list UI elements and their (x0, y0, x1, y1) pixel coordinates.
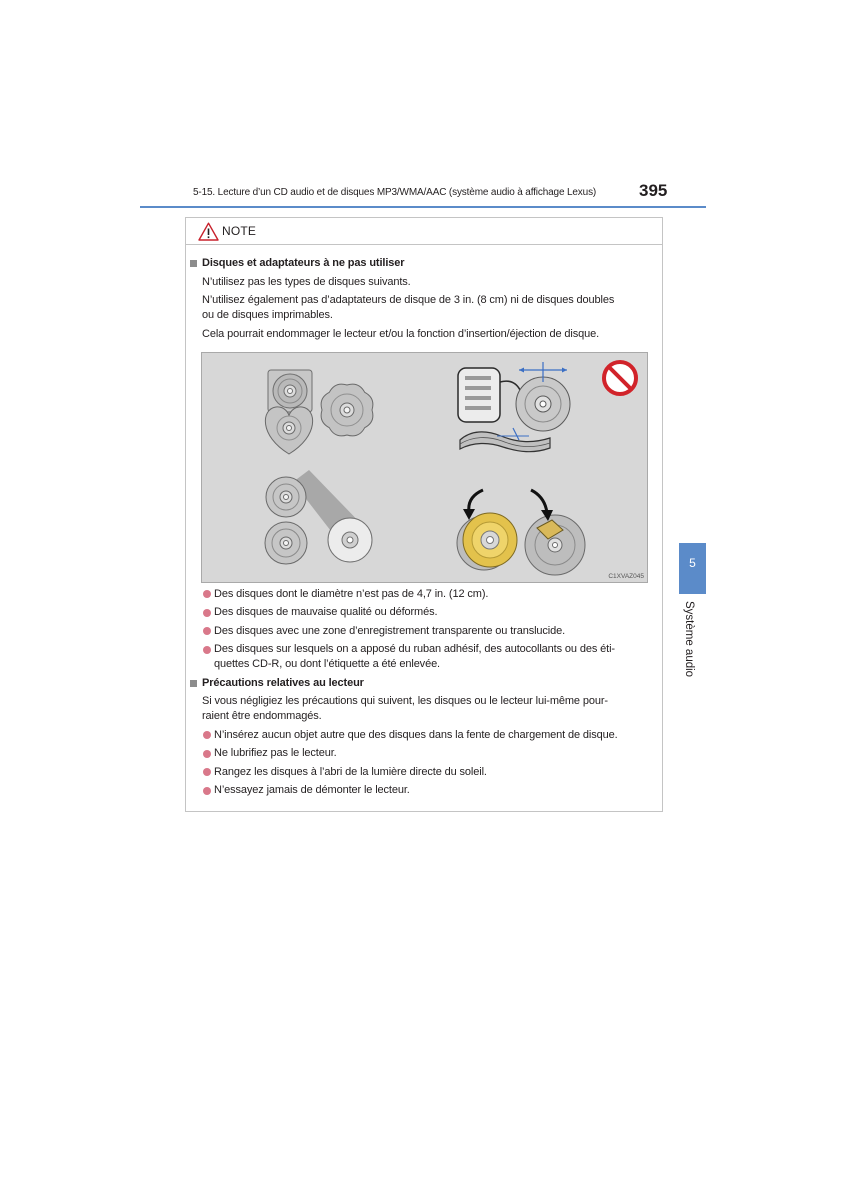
section-title: 5-15. Lecture d’un CD audio et de disques MP3/WMA/AAC (système audio à affichage Lexus) (193, 187, 597, 198)
list-item-text: N’essayez jamais de démonter le lecteur. (214, 784, 410, 796)
square-bullet-icon (190, 680, 197, 687)
section-heading (189, 676, 661, 691)
circle-bullet-icon (203, 609, 211, 617)
square-disc-drawing (268, 370, 312, 412)
paragraph-line: ou de disques imprimables. (202, 309, 333, 321)
paragraph-line: N’utilisez pas les types de disques suivants. (202, 275, 411, 288)
list-item (189, 624, 661, 639)
list-item-text: N’insérez aucun objet autre que des disques dans la fente de chargement de disque. (214, 728, 618, 741)
circle-bullet-icon (203, 787, 211, 795)
list-item (189, 587, 661, 602)
paragraph (189, 327, 661, 342)
paragraph (189, 293, 661, 323)
paragraph (189, 275, 661, 290)
list-item-text: Des disques dont le diamètre n’est pas de 4,7 in. (12 cm). (214, 587, 489, 600)
list-item-text: Des disques sur lesquels on a apposé du ruban adhésif, des autocollants ou des éti- (214, 643, 615, 655)
chapter-number: 5 (689, 556, 696, 570)
circle-bullet-icon (203, 590, 211, 598)
list-item (189, 765, 661, 780)
list-item (189, 783, 661, 798)
figure-code: C1XVAZ045 (608, 573, 644, 580)
chapter-title: Système audio (683, 601, 695, 678)
note-box (185, 217, 663, 812)
page-number: 395 (639, 181, 668, 200)
circle-bullet-icon (203, 768, 211, 776)
disc-illustration-svg (201, 352, 648, 583)
circle-bullet-icon (203, 646, 211, 654)
note-content (189, 256, 661, 798)
list-item-text: Ne lubrifiez pas le lecteur. (214, 747, 337, 759)
chapter-tab (679, 543, 706, 594)
header-rule (140, 206, 706, 208)
note-label: NOTE (222, 224, 257, 238)
section-heading-text: Précautions relatives au lecteur (202, 676, 364, 689)
paragraph-line: N’utilisez également pas d’adaptateurs de disque de 3 in. (8 cm) ni de disques doubles (202, 294, 615, 306)
paragraph (189, 694, 661, 724)
list-item (189, 746, 661, 761)
paragraph-line: Cela pourrait endommager le lecteur et/ou la fonction d’insertion/éjection de disque. (202, 327, 600, 340)
circle-bullet-icon (203, 731, 211, 739)
list-item-text: Des disques avec une zone d’enregistrement transparente ou translucide. (214, 624, 566, 637)
note-header (186, 218, 662, 245)
list-item-text: Des disques de mauvaise qualité ou déformés. (214, 606, 438, 618)
section-heading (189, 256, 661, 271)
list-item-text: Rangez les disques à l’abri de la lumière directe du soleil. (214, 765, 487, 778)
warning-triangle-icon (198, 222, 219, 241)
circle-bullet-icon (203, 750, 211, 758)
list-item (189, 642, 661, 672)
list-item-text: quettes CD-R, ou dont l’étiquette a été enlevée. (214, 658, 440, 670)
square-bullet-icon (190, 260, 197, 267)
paragraph-line: Si vous négligiez les précautions qui suivent, les disques ou le lecteur lui-même pour- (202, 695, 608, 707)
prohibition-icon (604, 362, 636, 394)
list-item (189, 605, 661, 620)
section-heading-text: Disques et adaptateurs à ne pas utiliser (202, 257, 405, 269)
paragraph-line: raient être endommagés. (202, 710, 322, 722)
disc-illustration (201, 352, 648, 583)
circle-bullet-icon (203, 627, 211, 635)
list-item (189, 728, 661, 743)
